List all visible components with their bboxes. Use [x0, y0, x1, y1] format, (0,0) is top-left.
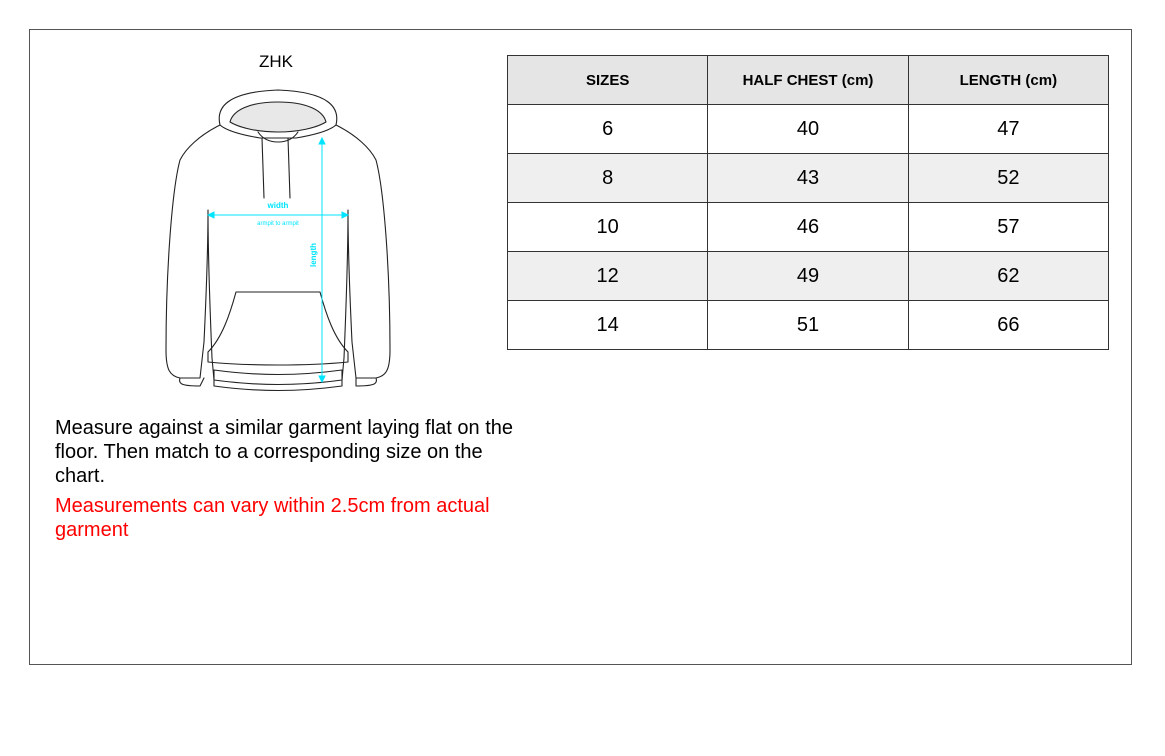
- table-row: [508, 105, 1109, 154]
- length-cell: 52: [908, 154, 1108, 203]
- size-cell: 12: [508, 252, 708, 301]
- instructions-text: Measure against a similar garment laying flat on the floor. Then match to a corresponding size on the chart.: [55, 417, 514, 487]
- size-cell: 10: [508, 203, 708, 252]
- product-code: ZHK: [259, 52, 293, 71]
- length-label: length: [309, 243, 318, 267]
- length-cell: 62: [908, 252, 1108, 301]
- column-header-sizes: SIZES: [508, 56, 708, 105]
- warning-text: Measurements can vary within 2.5cm from actual garment: [55, 495, 490, 541]
- table-row: [508, 301, 1109, 350]
- width-label: width: [267, 201, 289, 210]
- size-chart-table: [507, 55, 1109, 350]
- column-header-half-chest: HALF CHEST (cm): [708, 56, 908, 105]
- length-cell: 57: [908, 203, 1108, 252]
- length-cell: 47: [908, 105, 1108, 154]
- hoodie-illustration: [158, 80, 398, 395]
- body-outline: [166, 125, 390, 385]
- table-row: [508, 252, 1109, 301]
- table-row: [508, 203, 1109, 252]
- table-header-row: [508, 56, 1109, 105]
- size-cell: 8: [508, 154, 708, 203]
- measurement-notes: [55, 416, 515, 542]
- half-chest-cell: 43: [708, 154, 908, 203]
- width-sublabel: armpit to armpit: [257, 221, 299, 227]
- half-chest-cell: 49: [708, 252, 908, 301]
- length-cell: 66: [908, 301, 1108, 350]
- half-chest-cell: 46: [708, 203, 908, 252]
- kangaroo-pocket: [208, 292, 348, 365]
- size-cell: 6: [508, 105, 708, 154]
- column-header-length: LENGTH (cm): [908, 56, 1108, 105]
- half-chest-cell: 40: [708, 105, 908, 154]
- hood-inner: [230, 102, 326, 132]
- table-row: [508, 154, 1109, 203]
- size-cell: 14: [508, 301, 708, 350]
- half-chest-cell: 51: [708, 301, 908, 350]
